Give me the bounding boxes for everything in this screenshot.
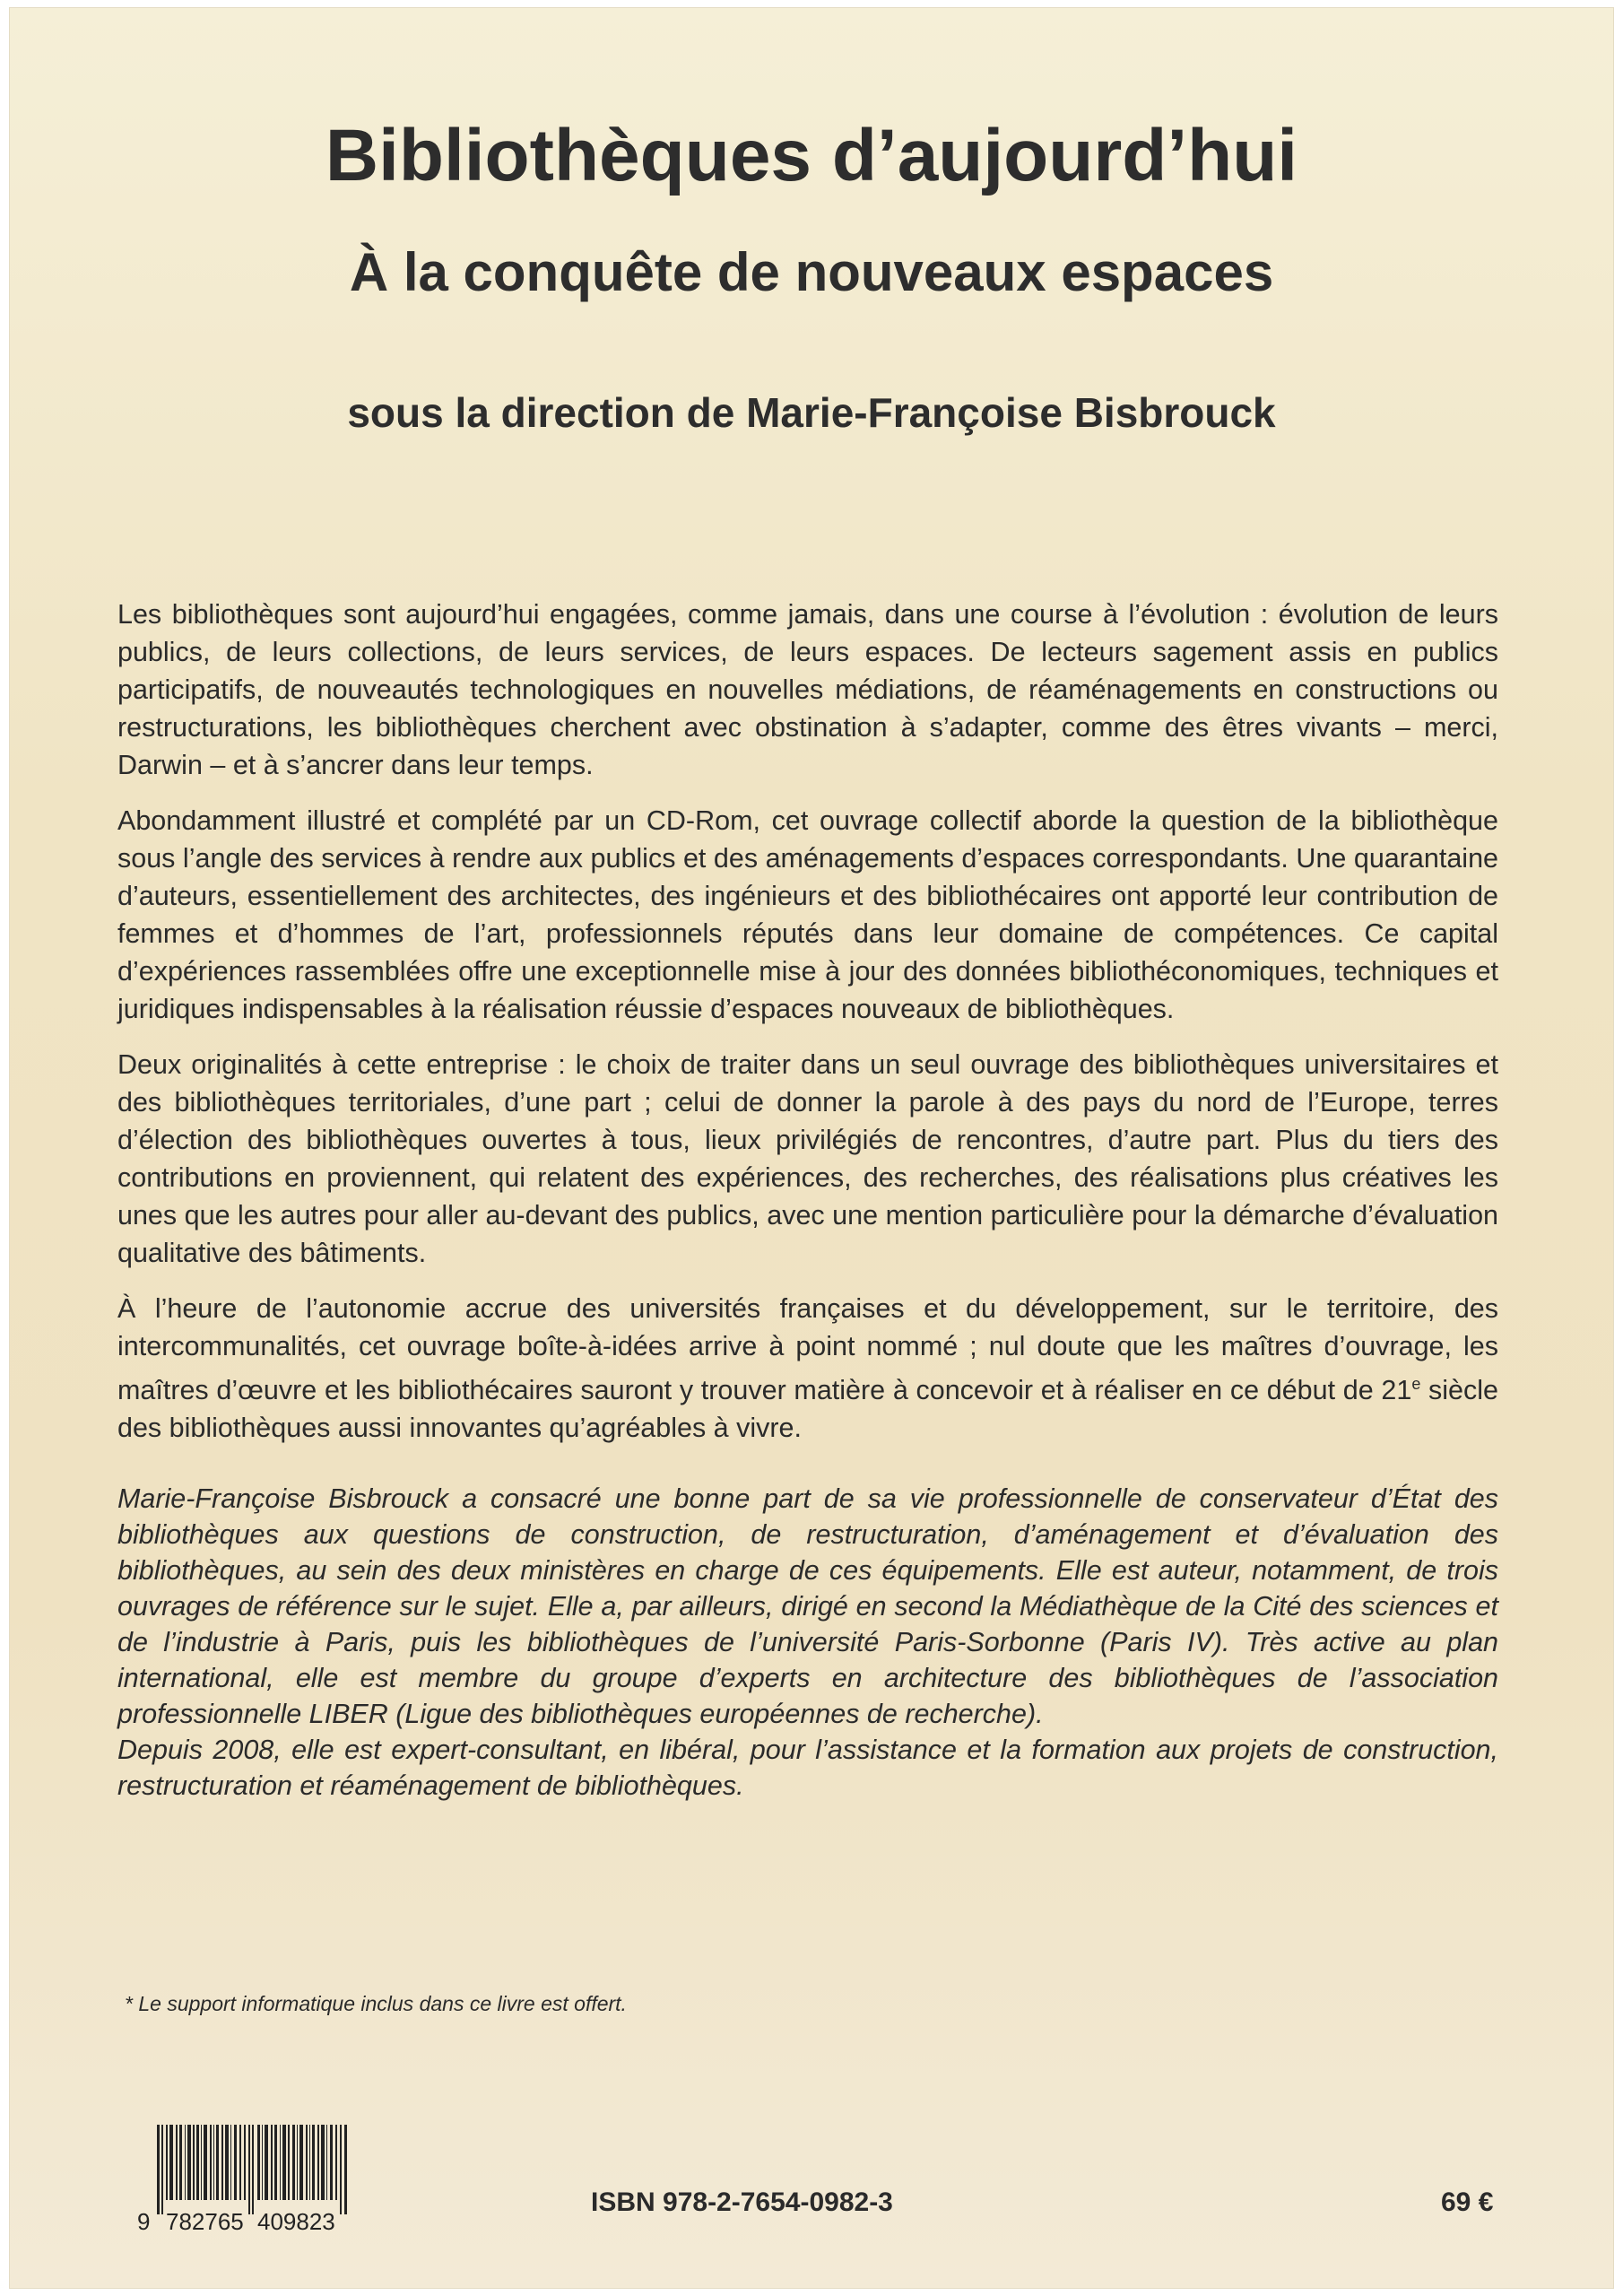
barcode-digit-first: 9 — [137, 2208, 151, 2232]
century-superscript: e — [1411, 1375, 1421, 1393]
barcode — [135, 2125, 422, 2232]
author-bio — [117, 1481, 1498, 1804]
editor-line: sous la direction de Marie-Françoise Bisbrouck — [347, 389, 1276, 436]
blurb-paragraph-4 — [117, 1290, 1498, 1447]
blurb-paragraph-4-text: À l’heure de l’autonomie accrue des universités françaises et du développement, sur le territoire, des intercommunalités, cet ouvrage boîte-à-idées arrive à point nommé ; nul doute que les maîtres d’ouvrage, les maîtres d’œuvre et les bibliothécaires sauront y trouver matière à concevoir et à réaliser en ce début de 21 — [117, 1293, 1498, 1406]
blurb — [117, 596, 1498, 1465]
isbn: ISBN 978-2-7654-0982-3 — [591, 2187, 893, 2217]
blurb-paragraph-1: Les bibliothèques sont aujourd’hui engagées, comme jamais, dans une course à l’évolution : évolution de leurs publics, de leurs collections, de leurs services, de leurs espaces. De lecteurs sagement assis en publics participatifs, de nouveautés technologiques en nouvelles médiations, de réaménagements en constructions ou restructurations, les bibliothèques cherchent avec obstination à s’adapter, comme des êtres vivants – merci, Darwin – et à s’ancrer dans leur temps. — [117, 599, 1498, 780]
barcode-digits-left: 782765 — [166, 2208, 244, 2232]
book-title: Bibliothèques d’aujourd’hui — [325, 115, 1298, 196]
price: 69 € — [1441, 2187, 1494, 2217]
back-cover — [9, 7, 1614, 2289]
barcode-digits-right: 409823 — [257, 2208, 335, 2232]
book-subtitle: À la conquête de nouveaux espaces — [349, 242, 1274, 302]
author-bio-paragraph-2: Depuis 2008, elle est expert-consultant, en libéral, pour l’assistance et la formation aux projets de construction, restructuration et réaménagement de bibliothèques. — [117, 1735, 1498, 1801]
blurb-paragraph-3: Deux originalités à cette entreprise : le choix de traiter dans un seul ouvrage des bibliothèques universitaires et des bibliothèques territoriales, d’une part ; celui de donner la parole à des pays du nord de l’Europe, terres d’élection des bibliothèques ouvertes à tous, lieux privilégiés de rencontres, d’autre part. Plus du tiers des contributions en proviennent, qui relatent des expériences, des recherches, des réalisations plus créatives les unes que les autres pour aller au-devant des publics, avec une mention particulière pour la démarche d’évaluation qualitative des bâtiments. — [117, 1049, 1498, 1268]
blurb-paragraph-4-end: siècle des bibliothèques aussi innovantes qu’agréables à vivre. — [117, 1375, 1499, 1444]
footnote: * Le support informatique inclus dans ce livre est offert. — [125, 1992, 627, 2015]
author-bio-paragraph-1: Marie-Françoise Bisbrouck a consacré une bonne part de sa vie professionnelle de conservateur d’État des bibliothèques aux questions de construction, de restructuration, d’aménagement et d’évaluation des bibliothèques, au sein des deux ministères en charge de ces équipements. Elle est auteur, notamment, de trois ouvrages de référence sur le sujet. Elle a, par ailleurs, dirigé en second la Médiathèque de la Cité des sciences et de l’industrie à Paris, puis les bibliothèques de l’université Paris-Sorbonne (Paris IV). Très active au plan international, elle est membre du groupe d’experts en architecture des bibliothèques de l’association professionnelle LIBER (Ligue des bibliothèques européennes de recherche). — [117, 1483, 1498, 1729]
blurb-paragraph-2: Abondamment illustré et complété par un CD-Rom, cet ouvrage collectif aborde la question de la bibliothèque sous l’angle des services à rendre aux publics et des aménagements d’espaces correspondants. Une quarantaine d’auteurs, essentiellement des architectes, des ingénieurs et des bibliothécaires ont apporté leur contribution de femmes et d’hommes de l’art, professionnels réputés dans leur domaine de compétences. Ce capital d’expériences rassemblées offre une exceptionnelle mise à jour des données bibliothéconomiques, techniques et juridiques indispensables à la réalisation réussie d’espaces nouveaux de bibliothèques. — [117, 805, 1498, 1024]
